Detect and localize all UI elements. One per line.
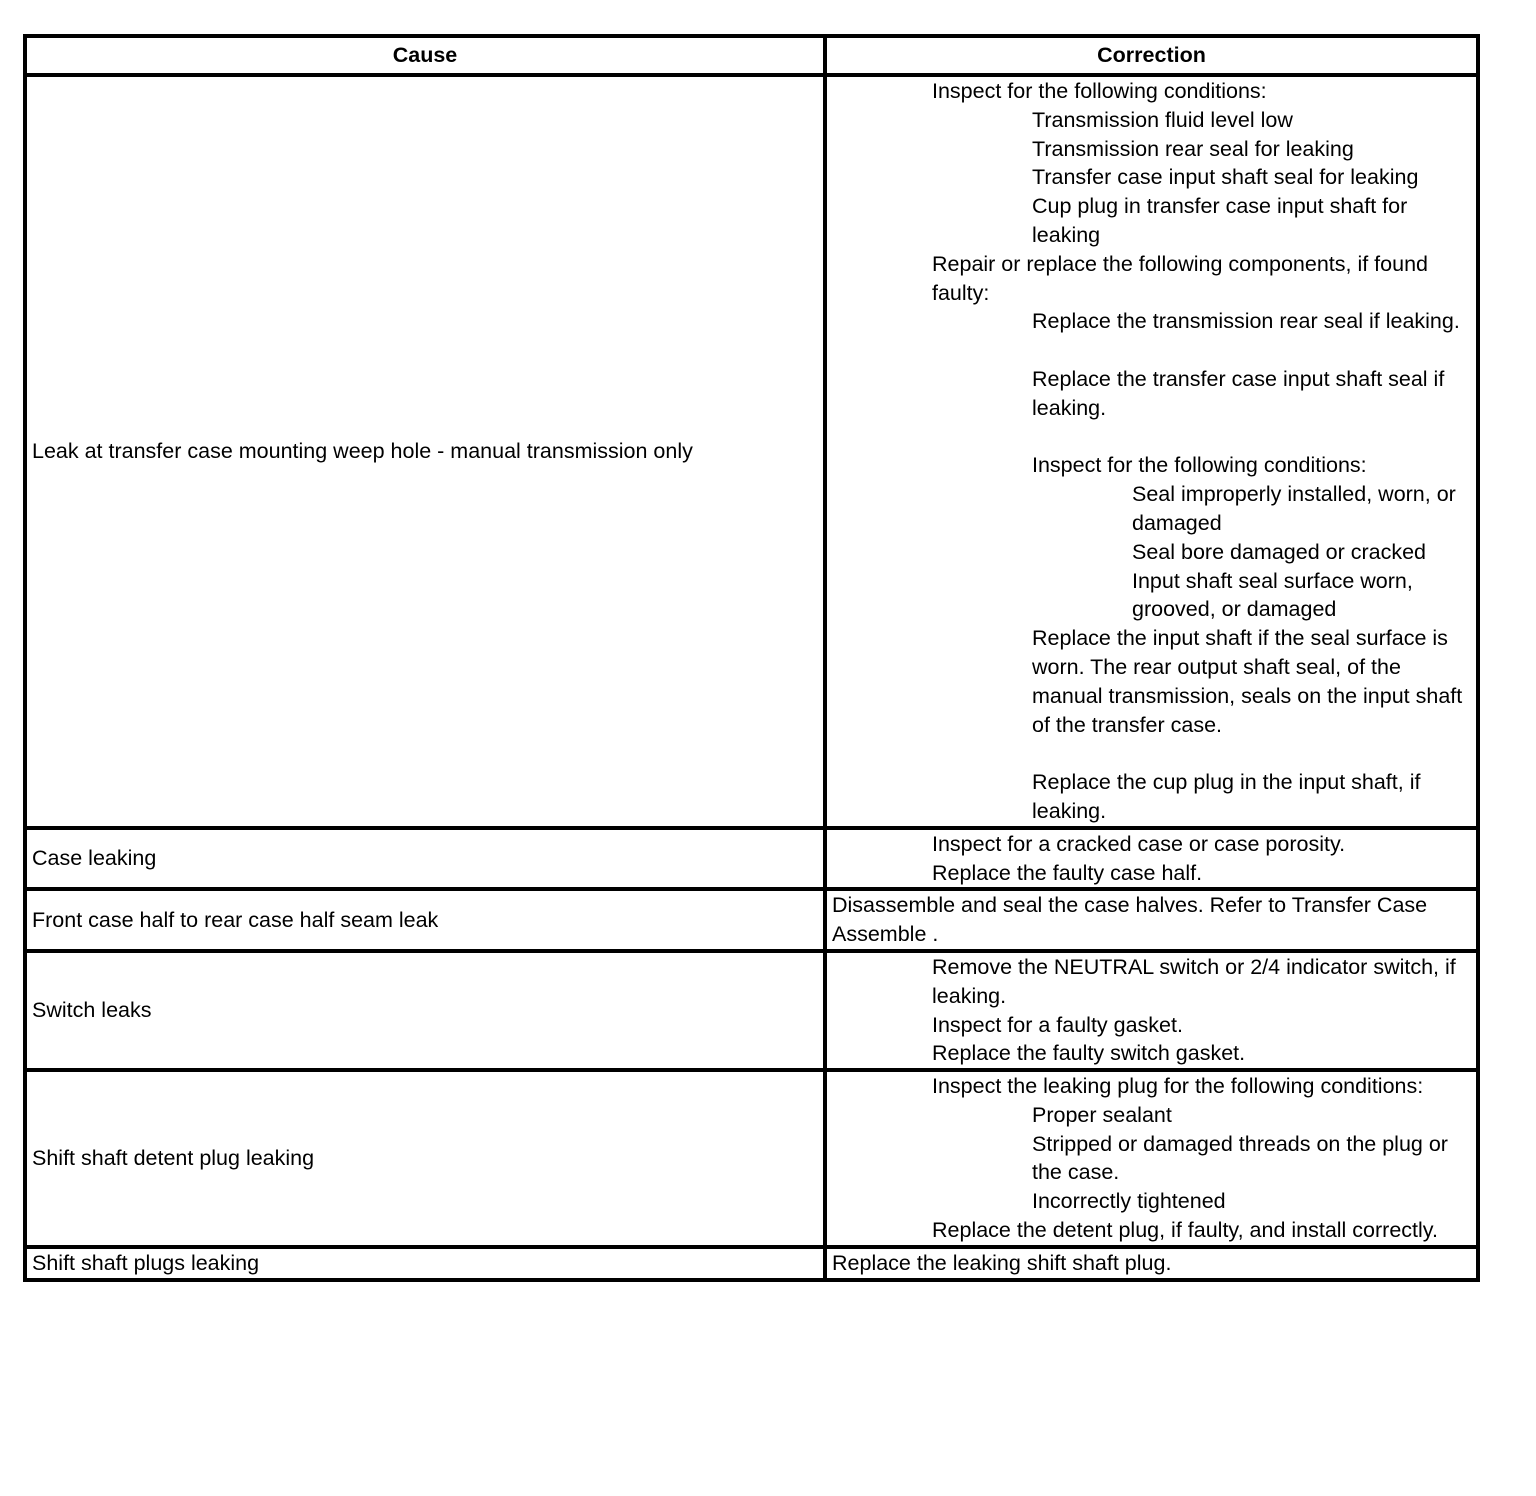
cause-cell: Shift shaft detent plug leaking — [25, 1070, 825, 1247]
cause-cell: Front case half to rear case half seam leak — [25, 889, 825, 951]
correction-cell — [825, 951, 1478, 1070]
correction-line: Replace the cup plug in the input shaft, if leaking. — [1032, 770, 1427, 823]
correction-cell — [825, 75, 1478, 828]
table-body — [25, 75, 1478, 1280]
header-cause: Cause — [25, 36, 825, 75]
correction-cell — [825, 828, 1478, 890]
blank-line — [832, 423, 1471, 452]
table-row — [25, 889, 1478, 951]
correction-line: Seal bore damaged or cracked — [1132, 539, 1427, 564]
correction-line: Inspect for the following conditions: — [1032, 453, 1367, 478]
diagnostic-table — [23, 34, 1480, 1282]
correction-line: Disassemble and seal the case halves. Refer to Transfer Case Assemble . — [832, 893, 1432, 947]
correction-line: Replace the input shaft if the seal surface is worn. The rear output shaft seal, of the manual transmission, seals on the input shaft of the transfer case. — [1032, 626, 1469, 737]
correction-line: Inspect the leaking plug for the following conditions: — [932, 1074, 1424, 1099]
cause-cell: Leak at transfer case mounting weep hole - manual transmission only — [25, 75, 825, 828]
table-row — [25, 951, 1478, 1070]
correction-line: Incorrectly tightened — [1032, 1189, 1226, 1214]
table-row — [25, 75, 1478, 828]
table-row — [25, 1070, 1478, 1247]
correction-line: Seal improperly installed, worn, or damaged — [1132, 482, 1462, 535]
correction-line: Input shaft seal surface worn, grooved, or damaged — [1132, 568, 1419, 622]
correction-line: Remove the NEUTRAL switch or 2/4 indicator switch, if leaking. — [932, 954, 1462, 1008]
correction-line: Replace the faulty case half. — [932, 860, 1203, 885]
correction-cell — [825, 1247, 1478, 1280]
correction-line: Inspect for a cracked case or case porosity. — [932, 831, 1346, 856]
table-row — [25, 1247, 1478, 1280]
correction-line: Cup plug in transfer case input shaft for leaking — [1032, 194, 1414, 247]
header-correction: Correction — [825, 36, 1478, 75]
correction-cell — [825, 1070, 1478, 1247]
correction-line: Transmission fluid level low — [1032, 107, 1293, 132]
cause-cell: Case leaking — [25, 828, 825, 890]
correction-line: Transmission rear seal for leaking — [1032, 136, 1354, 161]
correction-line: Transfer case input shaft seal for leaking — [1032, 165, 1419, 190]
correction-cell — [825, 889, 1478, 951]
correction-line: Proper sealant — [1032, 1102, 1172, 1127]
correction-line: Replace the transfer case input shaft seal if leaking. — [1032, 366, 1451, 420]
header-row — [25, 36, 1478, 75]
correction-line: Stripped or damaged threads on the plug or the case. — [1032, 1131, 1454, 1185]
correction-line: Repair or replace the following components, if found faulty: — [932, 251, 1434, 305]
correction-line: Replace the detent plug, if faulty, and install correctly. — [932, 1218, 1438, 1243]
correction-line: Inspect for the following conditions: — [932, 79, 1267, 103]
table-row — [25, 828, 1478, 890]
correction-line: Replace the faulty switch gasket. — [932, 1041, 1246, 1066]
blank-line — [832, 336, 1471, 365]
blank-line — [832, 739, 1471, 768]
cause-cell: Shift shaft plugs leaking — [25, 1247, 825, 1280]
correction-line: Inspect for a faulty gasket. — [932, 1012, 1183, 1037]
correction-line: Replace the leaking shift shaft plug. — [832, 1250, 1172, 1275]
correction-line: Replace the transmission rear seal if leaking. — [1032, 309, 1460, 334]
cause-cell: Switch leaks — [25, 951, 825, 1070]
